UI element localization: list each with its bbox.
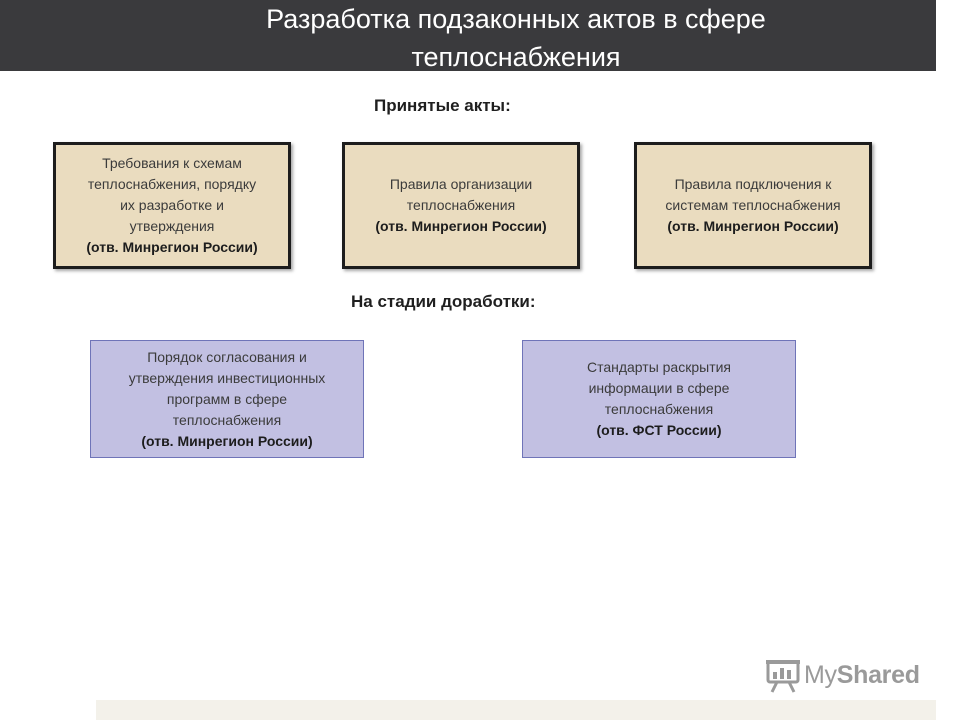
title-bar [0,0,936,71]
responsible-agency: (отв. Минрегион России) [86,239,258,255]
responsible-agency: (отв. ФСТ России) [596,422,722,438]
box-text-line: их разработке и [120,197,224,213]
box-text-line: теплоснабжения [406,197,516,213]
accepted-act-box [342,142,580,269]
responsible-agency: (отв. Минрегион России) [667,218,839,234]
box-text-line: теплоснабжения, порядку [87,176,257,192]
pending-act-box [90,340,364,458]
box-text-line: утверждения инвестиционных [128,369,326,386]
pending-act-box [522,340,796,458]
box-text-line: Стандарты раскрытия [586,359,732,375]
myshared-logo-text [804,661,920,690]
box-text-line: теплоснабжения [172,411,282,428]
accepted-acts-heading: Принятые акты: [374,96,511,115]
myshared-watermark [766,657,920,693]
box-text-line: теплоснабжения [604,401,714,417]
slide-title-line-1: Разработка подзаконных актов в сфере [266,4,766,34]
bottom-strip [96,700,936,720]
box-text-line: утверждения [129,218,215,234]
box-text-line: Правила организации [389,176,533,192]
presentation-board-icon [766,657,800,693]
responsible-agency: (отв. Минрегион России) [375,218,547,234]
responsible-agency: (отв. Минрегион России) [141,432,313,449]
accepted-act-box [634,142,872,269]
slide-title-line-2: теплоснабжения [411,42,621,72]
logo-text-prefix: My [804,660,837,689]
box-text-line: системам теплоснабжения [665,197,841,213]
box-text-line: Требования к схемам [102,155,242,171]
accepted-act-box [53,142,291,269]
pending-acts-heading: На стадии доработки: [351,292,536,311]
box-text-line: Порядок согласования и [147,348,307,365]
box-text-line: информации в сфере [588,380,730,396]
box-text-line: Правила подключения к [674,176,832,192]
logo-text-suffix: Shared [836,660,920,689]
box-text-line: программ в сфере [166,390,288,407]
